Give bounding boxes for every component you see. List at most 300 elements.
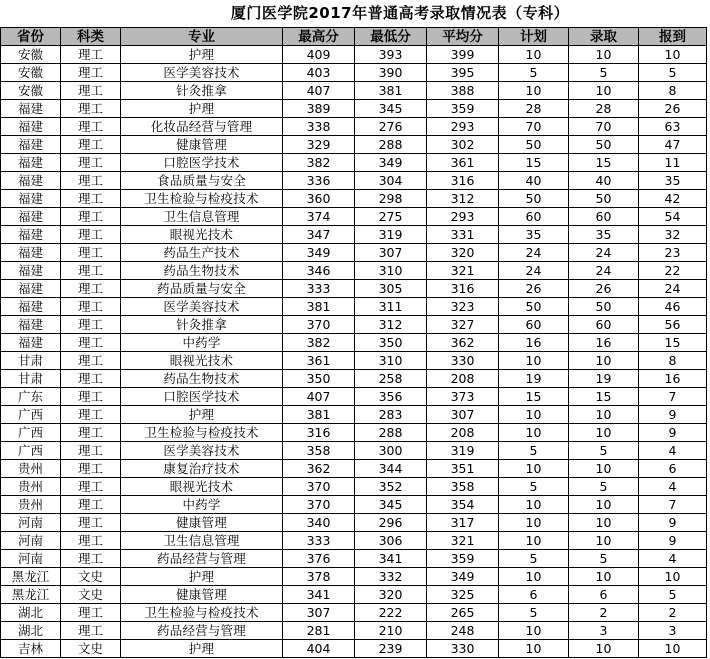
table-row (1, 568, 707, 586)
cell-enrolled: 8 (639, 352, 707, 370)
cell-min-score: 288 (355, 136, 427, 154)
cell-admitted: 60 (569, 316, 639, 334)
cell-avg-score: 359 (427, 550, 499, 568)
cell-admitted: 10 (569, 46, 639, 64)
cell-enrolled: 42 (639, 190, 707, 208)
cell-major: 护理 (121, 406, 283, 424)
cell-enrolled: 2 (639, 604, 707, 622)
cell-max-score: 338 (283, 118, 355, 136)
cell-avg-score: 265 (427, 604, 499, 622)
cell-province: 河南 (1, 532, 61, 550)
cell-major: 卫生检验与检疫技术 (121, 604, 283, 622)
cell-admitted: 10 (569, 640, 639, 658)
cell-province: 福建 (1, 280, 61, 298)
cell-avg-score: 208 (427, 370, 499, 388)
cell-enrolled: 9 (639, 514, 707, 532)
cell-admitted: 15 (569, 388, 639, 406)
header-plan: 计划 (499, 28, 569, 46)
cell-major: 医学美容技术 (121, 64, 283, 82)
cell-category: 理工 (61, 424, 121, 442)
cell-category: 理工 (61, 388, 121, 406)
cell-avg-score: 317 (427, 514, 499, 532)
cell-min-score: 310 (355, 352, 427, 370)
cell-province: 贵州 (1, 478, 61, 496)
cell-max-score: 307 (283, 604, 355, 622)
table-row (1, 118, 707, 136)
cell-plan: 5 (499, 604, 569, 622)
table-title: 厦门医学院2017年普通高考录取情况表（专科） (230, 4, 570, 22)
table-row (1, 172, 707, 190)
cell-province: 福建 (1, 334, 61, 352)
cell-category: 理工 (61, 100, 121, 118)
cell-major: 化妆品经营与管理 (121, 118, 283, 136)
cell-plan: 10 (499, 568, 569, 586)
cell-province: 安徽 (1, 82, 61, 100)
cell-plan: 26 (499, 280, 569, 298)
cell-max-score: 336 (283, 172, 355, 190)
cell-plan: 5 (499, 442, 569, 460)
table-row (1, 532, 707, 550)
cell-major: 药品质量与安全 (121, 280, 283, 298)
cell-province: 广西 (1, 424, 61, 442)
cell-category: 文史 (61, 640, 121, 658)
cell-admitted: 15 (569, 154, 639, 172)
cell-province: 黑龙江 (1, 568, 61, 586)
header-province: 省份 (1, 28, 61, 46)
cell-province: 广西 (1, 406, 61, 424)
cell-admitted: 10 (569, 460, 639, 478)
cell-min-score: 319 (355, 226, 427, 244)
cell-enrolled: 23 (639, 244, 707, 262)
cell-major: 口腔医学技术 (121, 388, 283, 406)
cell-province: 福建 (1, 136, 61, 154)
cell-province: 广西 (1, 442, 61, 460)
table-row (1, 244, 707, 262)
table-row (1, 190, 707, 208)
cell-avg-score: 208 (427, 424, 499, 442)
cell-enrolled: 32 (639, 226, 707, 244)
cell-province: 贵州 (1, 460, 61, 478)
header-max-score: 最高分 (283, 28, 355, 46)
cell-enrolled: 47 (639, 136, 707, 154)
cell-province: 湖北 (1, 622, 61, 640)
cell-admitted: 28 (569, 100, 639, 118)
cell-avg-score: 361 (427, 154, 499, 172)
cell-major: 医学美容技术 (121, 298, 283, 316)
cell-max-score: 403 (283, 64, 355, 82)
cell-min-score: 239 (355, 640, 427, 658)
cell-min-score: 344 (355, 460, 427, 478)
cell-enrolled: 6 (639, 460, 707, 478)
cell-min-score: 393 (355, 46, 427, 64)
cell-admitted: 3 (569, 622, 639, 640)
cell-category: 理工 (61, 82, 121, 100)
cell-max-score: 362 (283, 460, 355, 478)
cell-plan: 10 (499, 46, 569, 64)
cell-avg-score: 316 (427, 172, 499, 190)
cell-province: 福建 (1, 316, 61, 334)
cell-admitted: 35 (569, 226, 639, 244)
cell-category: 理工 (61, 532, 121, 550)
cell-admitted: 5 (569, 64, 639, 82)
cell-major: 药品生物技术 (121, 262, 283, 280)
cell-avg-score: 293 (427, 118, 499, 136)
cell-plan: 24 (499, 244, 569, 262)
table-row (1, 226, 707, 244)
cell-plan: 50 (499, 136, 569, 154)
cell-min-score: 345 (355, 100, 427, 118)
cell-province: 福建 (1, 154, 61, 172)
table-row (1, 64, 707, 82)
table-row (1, 136, 707, 154)
cell-province: 福建 (1, 262, 61, 280)
table-body (1, 46, 707, 658)
cell-enrolled: 63 (639, 118, 707, 136)
cell-admitted: 10 (569, 532, 639, 550)
cell-min-score: 298 (355, 190, 427, 208)
cell-min-score: 350 (355, 334, 427, 352)
cell-min-score: 288 (355, 424, 427, 442)
cell-admitted: 5 (569, 550, 639, 568)
cell-province: 黑龙江 (1, 586, 61, 604)
cell-max-score: 381 (283, 406, 355, 424)
cell-category: 理工 (61, 622, 121, 640)
cell-admitted: 10 (569, 568, 639, 586)
cell-category: 理工 (61, 46, 121, 64)
cell-major: 针灸推拿 (121, 316, 283, 334)
cell-min-score: 275 (355, 208, 427, 226)
cell-admitted: 6 (569, 586, 639, 604)
cell-major: 药品生物技术 (121, 370, 283, 388)
cell-category: 文史 (61, 568, 121, 586)
cell-avg-score: 395 (427, 64, 499, 82)
cell-plan: 10 (499, 406, 569, 424)
cell-avg-score: 320 (427, 244, 499, 262)
cell-enrolled: 5 (639, 586, 707, 604)
cell-plan: 50 (499, 190, 569, 208)
cell-category: 理工 (61, 334, 121, 352)
header-row (1, 28, 707, 46)
cell-plan: 50 (499, 298, 569, 316)
cell-enrolled: 10 (639, 640, 707, 658)
cell-min-score: 320 (355, 586, 427, 604)
cell-enrolled: 9 (639, 532, 707, 550)
cell-min-score: 356 (355, 388, 427, 406)
cell-min-score: 258 (355, 370, 427, 388)
table-row (1, 460, 707, 478)
cell-category: 理工 (61, 298, 121, 316)
cell-admitted: 19 (569, 370, 639, 388)
cell-min-score: 307 (355, 244, 427, 262)
cell-admitted: 40 (569, 172, 639, 190)
cell-avg-score: 351 (427, 460, 499, 478)
admission-table (0, 27, 707, 658)
cell-avg-score: 331 (427, 226, 499, 244)
cell-plan: 19 (499, 370, 569, 388)
cell-avg-score: 323 (427, 298, 499, 316)
cell-min-score: 306 (355, 532, 427, 550)
cell-category: 理工 (61, 478, 121, 496)
cell-enrolled: 22 (639, 262, 707, 280)
cell-avg-score: 327 (427, 316, 499, 334)
cell-min-score: 210 (355, 622, 427, 640)
cell-category: 理工 (61, 118, 121, 136)
cell-category: 理工 (61, 64, 121, 82)
cell-admitted: 50 (569, 298, 639, 316)
cell-avg-score: 307 (427, 406, 499, 424)
cell-plan: 60 (499, 208, 569, 226)
cell-category: 理工 (61, 496, 121, 514)
cell-plan: 10 (499, 532, 569, 550)
cell-province: 福建 (1, 190, 61, 208)
cell-max-score: 382 (283, 334, 355, 352)
cell-major: 食品质量与安全 (121, 172, 283, 190)
cell-plan: 15 (499, 154, 569, 172)
table-row (1, 586, 707, 604)
cell-enrolled: 24 (639, 280, 707, 298)
cell-avg-score: 312 (427, 190, 499, 208)
cell-avg-score: 325 (427, 586, 499, 604)
header-enrolled: 报到 (639, 28, 707, 46)
cell-category: 理工 (61, 208, 121, 226)
cell-max-score: 340 (283, 514, 355, 532)
cell-admitted: 5 (569, 442, 639, 460)
cell-admitted: 10 (569, 496, 639, 514)
cell-category: 理工 (61, 136, 121, 154)
header-admitted: 录取 (569, 28, 639, 46)
cell-major: 药品生产技术 (121, 244, 283, 262)
cell-max-score: 333 (283, 532, 355, 550)
cell-min-score: 283 (355, 406, 427, 424)
cell-category: 理工 (61, 514, 121, 532)
cell-major: 康复治疗技术 (121, 460, 283, 478)
cell-plan: 70 (499, 118, 569, 136)
cell-min-score: 311 (355, 298, 427, 316)
cell-major: 中药学 (121, 496, 283, 514)
cell-admitted: 50 (569, 190, 639, 208)
cell-admitted: 10 (569, 406, 639, 424)
cell-plan: 10 (499, 514, 569, 532)
table-row (1, 370, 707, 388)
cell-min-score: 300 (355, 442, 427, 460)
table-row (1, 388, 707, 406)
cell-category: 理工 (61, 190, 121, 208)
cell-admitted: 10 (569, 514, 639, 532)
cell-max-score: 378 (283, 568, 355, 586)
cell-category: 理工 (61, 280, 121, 298)
cell-enrolled: 9 (639, 424, 707, 442)
cell-admitted: 24 (569, 244, 639, 262)
cell-avg-score: 330 (427, 352, 499, 370)
table-row (1, 406, 707, 424)
cell-province: 福建 (1, 244, 61, 262)
cell-min-score: 352 (355, 478, 427, 496)
cell-max-score: 329 (283, 136, 355, 154)
cell-avg-score: 362 (427, 334, 499, 352)
cell-enrolled: 4 (639, 442, 707, 460)
cell-min-score: 332 (355, 568, 427, 586)
cell-major: 健康管理 (121, 514, 283, 532)
cell-admitted: 60 (569, 208, 639, 226)
cell-province: 福建 (1, 226, 61, 244)
cell-admitted: 70 (569, 118, 639, 136)
cell-admitted: 24 (569, 262, 639, 280)
cell-max-score: 382 (283, 154, 355, 172)
cell-avg-score: 388 (427, 82, 499, 100)
cell-admitted: 10 (569, 424, 639, 442)
cell-major: 护理 (121, 46, 283, 64)
cell-avg-score: 399 (427, 46, 499, 64)
cell-major: 卫生检验与检疫技术 (121, 190, 283, 208)
cell-max-score: 407 (283, 82, 355, 100)
cell-category: 理工 (61, 316, 121, 334)
cell-admitted: 50 (569, 136, 639, 154)
table-row (1, 82, 707, 100)
cell-max-score: 374 (283, 208, 355, 226)
cell-max-score: 281 (283, 622, 355, 640)
cell-avg-score: 302 (427, 136, 499, 154)
cell-avg-score: 354 (427, 496, 499, 514)
table-row (1, 640, 707, 658)
cell-enrolled: 46 (639, 298, 707, 316)
cell-plan: 10 (499, 622, 569, 640)
cell-major: 卫生信息管理 (121, 208, 283, 226)
cell-min-score: 345 (355, 496, 427, 514)
cell-major: 针灸推拿 (121, 82, 283, 100)
cell-enrolled: 11 (639, 154, 707, 172)
cell-max-score: 358 (283, 442, 355, 460)
cell-major: 医学美容技术 (121, 442, 283, 460)
cell-plan: 5 (499, 64, 569, 82)
cell-plan: 5 (499, 478, 569, 496)
table-row (1, 352, 707, 370)
table-row (1, 154, 707, 172)
cell-max-score: 347 (283, 226, 355, 244)
cell-major: 眼视光技术 (121, 226, 283, 244)
cell-avg-score: 330 (427, 640, 499, 658)
cell-category: 理工 (61, 226, 121, 244)
cell-avg-score: 293 (427, 208, 499, 226)
cell-plan: 10 (499, 640, 569, 658)
cell-enrolled: 54 (639, 208, 707, 226)
cell-category: 理工 (61, 370, 121, 388)
cell-avg-score: 316 (427, 280, 499, 298)
cell-category: 理工 (61, 604, 121, 622)
cell-major: 口腔医学技术 (121, 154, 283, 172)
cell-major: 眼视光技术 (121, 352, 283, 370)
cell-min-score: 349 (355, 154, 427, 172)
cell-major: 卫生信息管理 (121, 532, 283, 550)
cell-avg-score: 349 (427, 568, 499, 586)
cell-max-score: 370 (283, 478, 355, 496)
cell-min-score: 381 (355, 82, 427, 100)
cell-max-score: 370 (283, 496, 355, 514)
cell-max-score: 361 (283, 352, 355, 370)
cell-plan: 10 (499, 352, 569, 370)
cell-avg-score: 321 (427, 262, 499, 280)
cell-min-score: 310 (355, 262, 427, 280)
cell-province: 贵州 (1, 496, 61, 514)
cell-category: 理工 (61, 154, 121, 172)
cell-category: 理工 (61, 244, 121, 262)
cell-province: 河南 (1, 514, 61, 532)
cell-category: 理工 (61, 550, 121, 568)
cell-province: 吉林 (1, 640, 61, 658)
cell-category: 理工 (61, 460, 121, 478)
cell-plan: 24 (499, 262, 569, 280)
cell-max-score: 316 (283, 424, 355, 442)
cell-max-score: 409 (283, 46, 355, 64)
table-row (1, 442, 707, 460)
cell-enrolled: 10 (639, 568, 707, 586)
cell-province: 安徽 (1, 64, 61, 82)
table-row (1, 262, 707, 280)
cell-province: 甘肃 (1, 352, 61, 370)
cell-plan: 40 (499, 172, 569, 190)
cell-province: 福建 (1, 100, 61, 118)
cell-province: 安徽 (1, 46, 61, 64)
cell-enrolled: 4 (639, 478, 707, 496)
header-min-score: 最低分 (355, 28, 427, 46)
cell-avg-score: 358 (427, 478, 499, 496)
cell-enrolled: 35 (639, 172, 707, 190)
table-row (1, 604, 707, 622)
cell-max-score: 360 (283, 190, 355, 208)
table-row (1, 424, 707, 442)
table-row (1, 514, 707, 532)
cell-enrolled: 16 (639, 370, 707, 388)
cell-enrolled: 5 (639, 64, 707, 82)
cell-max-score: 376 (283, 550, 355, 568)
cell-min-score: 305 (355, 280, 427, 298)
cell-plan: 15 (499, 388, 569, 406)
cell-major: 眼视光技术 (121, 478, 283, 496)
cell-admitted: 16 (569, 334, 639, 352)
table-row (1, 496, 707, 514)
cell-max-score: 333 (283, 280, 355, 298)
cell-admitted: 10 (569, 352, 639, 370)
cell-plan: 28 (499, 100, 569, 118)
cell-min-score: 296 (355, 514, 427, 532)
cell-admitted: 10 (569, 82, 639, 100)
cell-admitted: 2 (569, 604, 639, 622)
cell-avg-score: 248 (427, 622, 499, 640)
cell-enrolled: 10 (639, 46, 707, 64)
cell-min-score: 312 (355, 316, 427, 334)
cell-plan: 35 (499, 226, 569, 244)
cell-plan: 10 (499, 424, 569, 442)
cell-max-score: 350 (283, 370, 355, 388)
cell-category: 理工 (61, 442, 121, 460)
cell-max-score: 370 (283, 316, 355, 334)
cell-enrolled: 3 (639, 622, 707, 640)
cell-min-score: 276 (355, 118, 427, 136)
table-row (1, 280, 707, 298)
cell-plan: 10 (499, 460, 569, 478)
cell-avg-score: 321 (427, 532, 499, 550)
cell-major: 药品经营与管理 (121, 622, 283, 640)
cell-enrolled: 9 (639, 406, 707, 424)
cell-major: 中药学 (121, 334, 283, 352)
header-category: 科类 (61, 28, 121, 46)
table-row (1, 100, 707, 118)
cell-category: 理工 (61, 352, 121, 370)
cell-avg-score: 373 (427, 388, 499, 406)
cell-avg-score: 359 (427, 100, 499, 118)
cell-max-score: 404 (283, 640, 355, 658)
cell-category: 理工 (61, 406, 121, 424)
cell-province: 湖北 (1, 604, 61, 622)
